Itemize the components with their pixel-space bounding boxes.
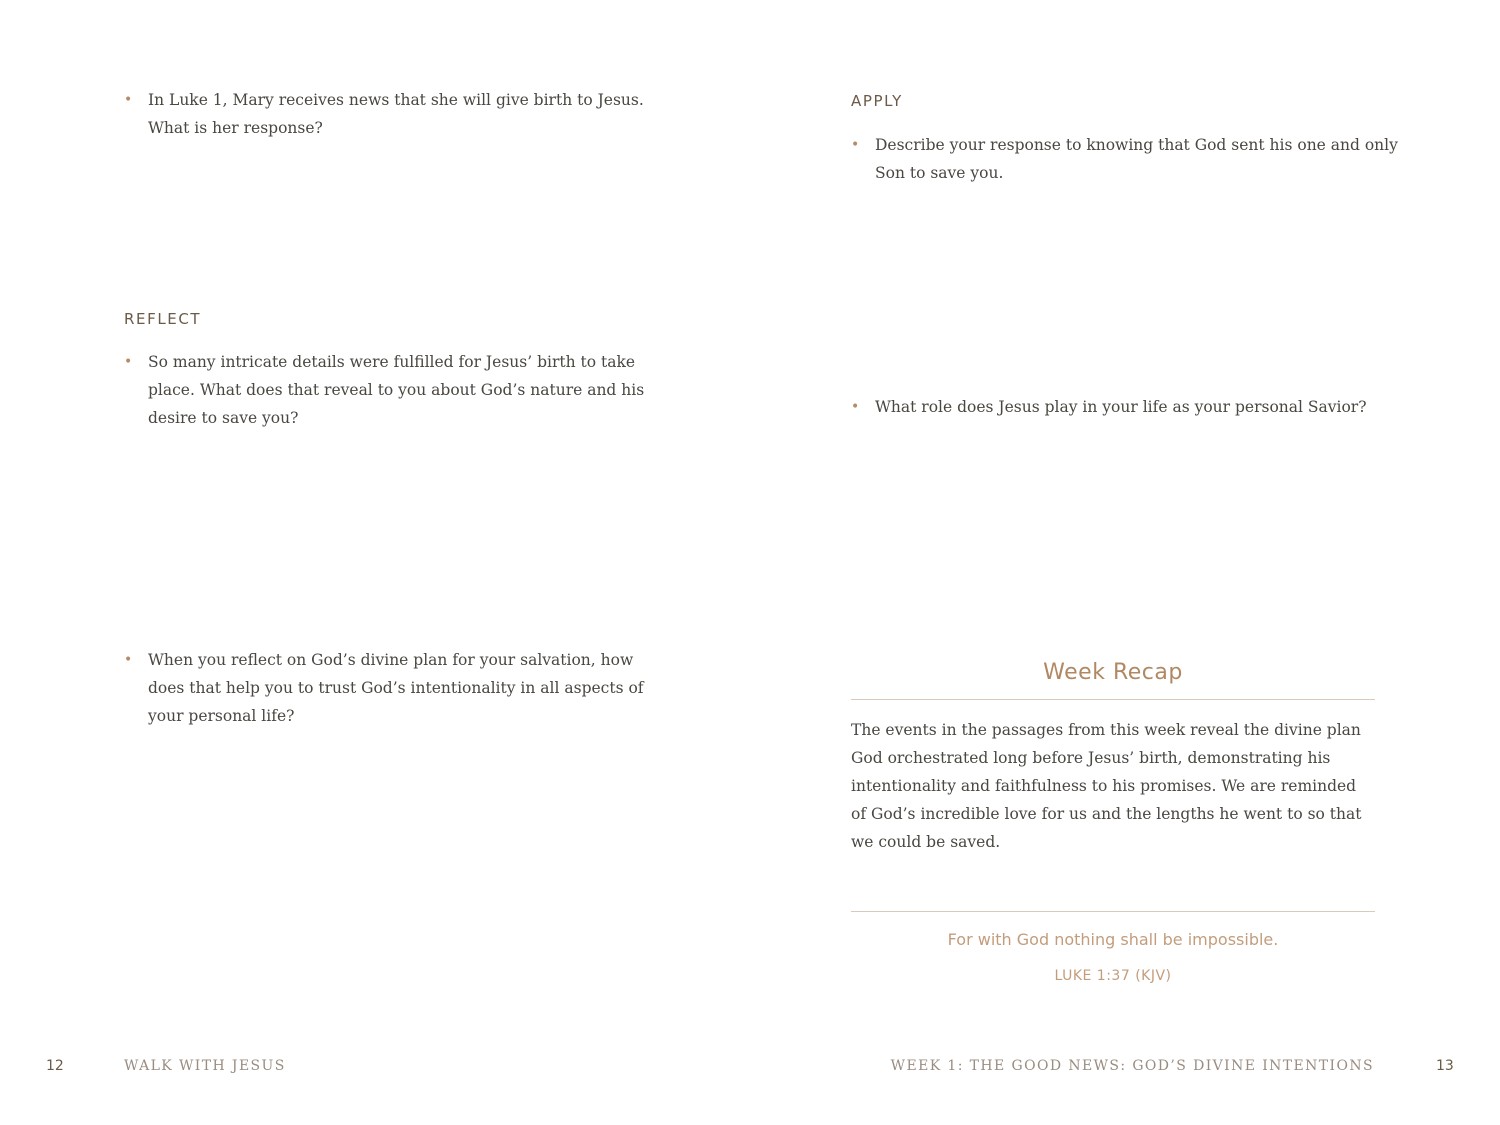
- page-number: 12: [46, 1058, 64, 1074]
- question-mary-response: [124, 86, 668, 142]
- page-number: 13: [1436, 1058, 1454, 1074]
- question-divine-plan: [124, 646, 668, 730]
- bullet-icon: •: [124, 354, 133, 370]
- question-text: When you reflect on God’s divine plan for your salvation, how does that help you to trust God’s intentionality in all aspects of your personal life?: [148, 651, 644, 725]
- question-text: Describe your response to knowing that God sent his one and only Son to save you.: [875, 136, 1398, 182]
- question-response-son: [851, 131, 1399, 187]
- verse-reference: LUKE 1:37 (KJV): [1054, 968, 1172, 984]
- recap-divider: [851, 699, 1375, 700]
- question-text: In Luke 1, Mary receives news that she will give birth to Jesus. What is her response?: [148, 91, 644, 137]
- question-intricate-details: [124, 348, 668, 432]
- bullet-icon: •: [851, 399, 860, 415]
- bullet-icon: •: [124, 92, 133, 108]
- bullet-icon: •: [124, 652, 133, 668]
- week-recap-title: Week Recap: [1043, 660, 1183, 685]
- right-page: [750, 0, 1500, 1125]
- reflect-heading: REFLECT: [124, 310, 202, 328]
- bullet-icon: •: [851, 137, 860, 153]
- question-text: So many intricate details were fulfilled for Jesus’ birth to take place. What does that reveal to you about God’s nature and his desire to save you?: [148, 353, 645, 427]
- running-head: WALK WITH JESUS: [124, 1058, 286, 1074]
- memory-verse: For with God nothing shall be impossible.: [947, 930, 1279, 949]
- question-personal-savior: [851, 393, 1399, 421]
- apply-heading: APPLY: [851, 92, 903, 110]
- week-recap-body: The events in the passages from this week reveal the divine plan God orchestrated long before Jesus’ birth, demonstrating his intentionality and faithfulness to his promises. We are reminded of God’s incredible love for us and the lengths he went to so that we could be saved.: [851, 721, 1362, 851]
- running-head: WEEK 1: THE GOOD NEWS: GOD’S DIVINE INTENTIONS: [890, 1058, 1374, 1074]
- question-text: What role does Jesus play in your life as your personal Savior?: [875, 398, 1367, 416]
- verse-divider: [851, 911, 1375, 912]
